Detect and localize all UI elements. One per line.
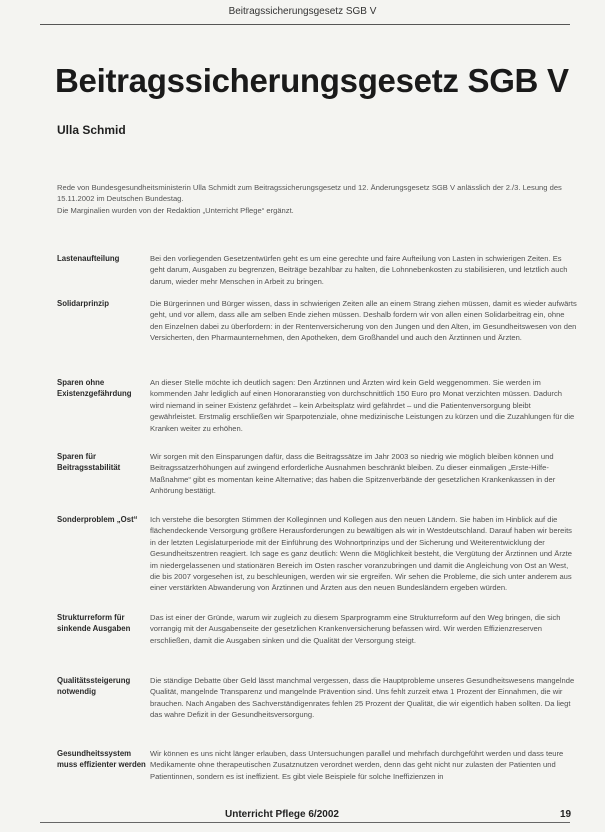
marginal-note: Lastenaufteilung [57,254,120,263]
section-text: Wir können es uns nicht länger erlauben, dass Untersuchungen parallel und mehrfach durchgeführt werden und dass teure Medikamente ohne therapeutischen Zusatznutzen verordnet werden, denn das geht nicht nur zulasten der Patienten und Patientinnen, sondern es ist ineffizient. Es gibt viele Beispiele für solche Ineffizienzen in [150,749,564,781]
section-text: Wir sorgen mit den Einsparungen dafür, dass die Beitragssätze im Jahr 2003 so niedrig wie möglich bleiben können und Beitragssatzerhöhungen auf zwingend erforderliche Ausnahmen beschränkt bleiben. Zu dieser einmaligen „Erste-Hilfe-Maßnahme“ gibt es momentan keine Alternative; das haben die Spitzenverbände der gesetzlichen Krankenkassen in der Anhörung bestätigt. [150,452,556,496]
running-header: Beitragssicherungsgesetz SGB V [228,6,377,17]
section-text: Die Bürgerinnen und Bürger wissen, dass in schwierigen Zeiten alle an einem Strang ziehen müssen, damit es wieder aufwärts geht, und vor allem, dass alle am selben Ende ziehen müssen. Deshalb fordern wir von allen einen Solidarbeitrag ein, ohne den Einzelnen dabei zu überfordern: in der Rentenversicherung von den Jungen und den Alten, im Gesundheitswesen von den Versicherten, den Pharmaunternehmen, den Apotheken, dem Großhandel und auch den Ärztinnen und Ärzten. [150,299,577,343]
section-text: Bei den vorliegenden Gesetzentwürfen geht es um eine gerechte und faire Aufteilung von Lasten in schwierigen Zeiten. Es geht darum, Ausgaben zu begrenzen, Beiträge bezahlbar zu halten, die Lohnnebenkosten zu stabilisieren, und letztlich auch darum, wieder mehr Menschen in Arbeit zu bringen. [150,254,568,286]
header-rule [40,24,570,25]
footer-journal-title: Unterricht Pflege 6/2002 [225,809,339,820]
intro-line-1: Rede von Bundesgesundheitsministerin Ulla Schmidt zum Beitragssicherungsgesetz und 12. Änderungsgesetz SGB V anlässlich der 2./3. Lesung des 15.11.2002 im Deutschen Bundestag. [57,183,562,204]
marginal-note: Gesundheitssystem muss effizienter werden [57,749,146,770]
intro-note [57,182,577,216]
author-name: Ulla Schmid [57,123,126,137]
section-text: Das ist einer der Gründe, warum wir zugleich zu diesem Sparprogramm eine Strukturreform auf den Weg bringen, die sich vorrangig mit der Ausgabenseite der gesetzlichen Krankenversicherung befassen wird. Wir werden Effizienzreserven erschließen, damit die Ausgaben sinken und die Qualität der Versorgung steigt. [150,613,561,645]
marginal-note: Sparen ohne Existenzgefährdung [57,378,132,399]
footer-rule [40,822,570,823]
marginal-note: Solidarprinzip [57,299,109,308]
section-text: Ich verstehe die besorgten Stimmen der Kolleginnen und Kollegen aus den neuen Ländern. Sie haben im Hinblick auf die flächendeckende Versorgung größere Herausforderungen zu bewältigen als wir in Westdeutschland. Darauf haben wir bereits in der letzten Legislaturperiode mit der Einführung des Wohnortprinzips und der Sicherung und Weiterentwicklung der Gesundheitszentren reagiert. Ich sage es ganz deutlich: Wenn die Möglichkeit besteht, die Vergütung der Ärztinnen und Ärzte im niedergelassenen und stationären Bereich im Osten rascher voranzubringen und damit die Angleichung von Ost an West, die bis 2007 vorgesehen ist, zu beschleunigen, werden wir sie ergreifen. Wir sehen die Probleme, die sich unter anderem aus einer verstärkten Abwanderung von Ärztinnen und Ärzten aus den neuen Bundesländern ergeben würden. [150,515,572,593]
marginal-note: Sparen für Beitragsstabilität [57,452,121,473]
page-title: Beitragssicherungsgesetz SGB V [55,62,569,99]
section-text: An dieser Stelle möchte ich deutlich sagen: Den Ärztinnen und Ärzten wird kein Geld weggenommen. Sie werden im kommenden Jahr lediglich auf einen Honoraranstieg von durchschnittlich 150 Euro pro Monat verzichten müssen. Dadurch wird niemand in seiner Existenz gefährdet – kein Arbeitsplatz wird gefährdet – und die Patientenversorgung bleibt gewährleistet. Erstmalig erschließen wir Sparpotenziale, ohne medizinische Leistungen zu kürzen und die Zuzahlungen für die Kranken weiter zu erhöhen. [150,378,575,433]
page-number: 19 [560,809,572,820]
marginal-note: Sonderproblem „Ost“ [57,515,138,524]
intro-line-2: Die Marginalien wurden von der Redaktion „Unterricht Pflege“ ergänzt. [57,205,294,215]
marginal-note: Qualitätssteigerung notwendig [57,676,131,697]
marginal-note: Strukturreform für sinkende Ausgaben [57,613,131,634]
section-text: Die ständige Debatte über Geld lässt manchmal vergessen, dass die Hauptprobleme unseres Gesundheitswesens mangelnde Qualität, mangelnde Transparenz und mangelnde Prävention sind. Uns fehlt zurzeit etwa 1 Prozent der Einnahmen, die wir brauchen. Nach Angaben des Sachverständigenrates fehlen 25 Prozent der Qualität, die wir eigentlich haben sollten. Da liegt das wahre Defizit in der Gesundheitsversorgung. [150,676,575,720]
